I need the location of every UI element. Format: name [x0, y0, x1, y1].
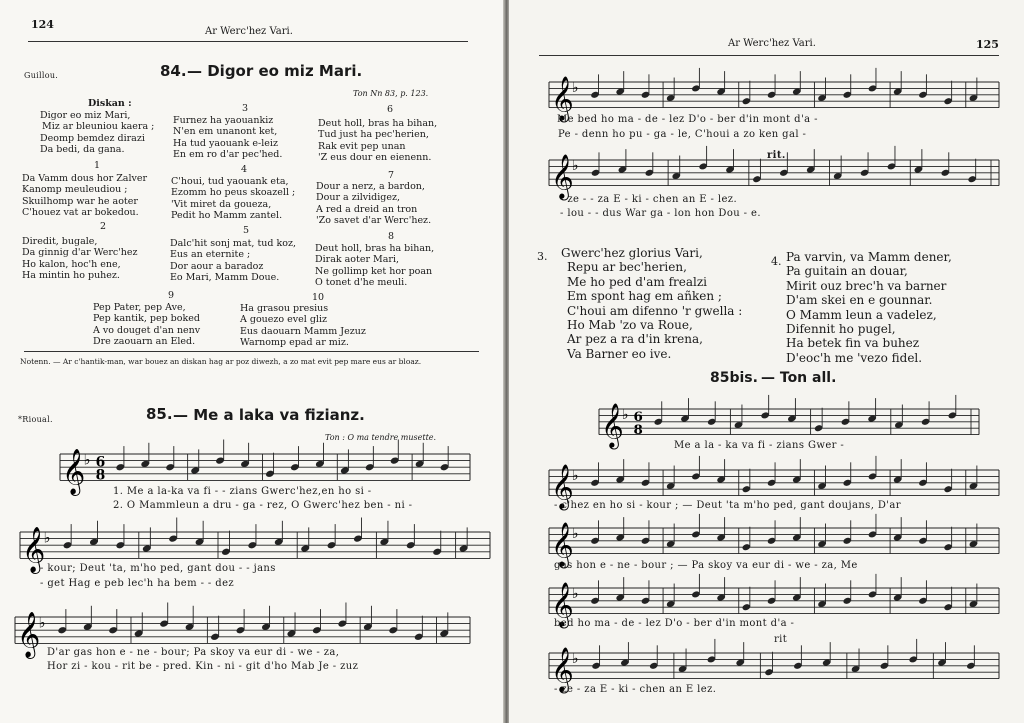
- lyric-line: Pe - denn ho pu - ga - le, C'houi a zo ken gal -: [558, 129, 807, 140]
- time-signature: 8: [633, 421, 643, 438]
- verse-number: 6: [387, 104, 394, 115]
- lyric-line: Hor zi - kou - rit be - pred. Kin - ni - git d'ho Mab Je - zuz: [47, 661, 359, 672]
- page-number: 125: [976, 38, 999, 51]
- lyric-line: - c'hez en ho si - kour ; — Deut 'ta m'ho ped, gant doujans, D'ar: [554, 500, 901, 511]
- flat-sign-icon: ♭: [572, 526, 579, 543]
- song-number-2: 85.: [146, 405, 173, 423]
- stanza-4: Pa varvin, va Mamm dener, Pa guitain an douar, Mirit ouz brec'h va barner D'am skei en e gounnar. O Mamm leun a vadelez, Difennit ho pugel, Ha betek fin va buhez D'eoc'h me 'vezo fidel.: [786, 250, 952, 365]
- lyric-line: - kour; Deut 'ta, m'ho ped, gant dou - - jans: [40, 563, 276, 574]
- right-page: [509, 0, 1024, 723]
- verse-8: Deut holl, bras ha bihan, Dirak aoter Mari, Ne gollimp ket hor poan O tonet d'he meuli.: [315, 243, 435, 288]
- verse-3: Furnez ha yaouankiz N'en em unanont ket, Ha tud yaouank e-leiz En em ro d'ar pec'hed.: [173, 115, 283, 160]
- lyric-line: gas hon e - ne - bour ; — Pa skoy va eur di - we - za, Me: [554, 560, 858, 571]
- diskan-label: Diskan :: [88, 98, 132, 109]
- lyric-line: - ze - - za E - ki - chen an E - lez.: [560, 194, 738, 205]
- flat-sign-icon: ♭: [83, 452, 91, 469]
- treble-clef-icon: 𝄞: [62, 448, 86, 495]
- verse-number: 3: [242, 103, 249, 114]
- verse-number: 5: [243, 225, 250, 236]
- treble-clef-icon: 𝄞: [551, 76, 574, 122]
- verse-9: Pep Pater, pep Ave, Pep kantik, pep boked A vo douget d'an nenv Dre zaouarn an Eled.: [93, 302, 201, 347]
- flat-sign-icon: ♭: [572, 468, 579, 485]
- treble-clef-icon: 𝄞: [551, 522, 574, 568]
- verse-2: Diredit, bugale, Da ginnig d'ar Werc'hez Ho kalon, hoc'h ene, Ha mintin ho puhez.: [22, 236, 138, 281]
- treble-clef-icon: 𝄞: [551, 464, 574, 510]
- flat-sign-icon: ♭: [572, 80, 579, 97]
- verse-6: Deut holl, bras ha bihan, Tud just ha pec'herien, Rak evit pep unan 'Z eus dour en eienenn.: [318, 118, 438, 163]
- treble-clef-icon: 𝄞: [551, 647, 574, 693]
- verse-4: C'houi, tud yaouank eta, Ezomm ho peus skoazell ; 'Vit miret da goueza, Pedit ho Mamm zantel.: [171, 176, 296, 221]
- diskan-refrain: Digor eo miz Mari, Miz ar bleuniou kaera ; Deomp bemdez dirazi Da bedi, da gana.: [40, 110, 155, 155]
- tune-reference-2: Ton : O ma tendre musette.: [325, 433, 437, 442]
- stanza-3: Gwerc'hez glorius Vari, Repu ar bec'herien, Me ho ped d'am frealzi Em spont hag em añken ; C'houi am difenno 'r gwella : Ho Mab 'zo va Roue, Ar pez a ra d'in krena, Va Barner eo ive.: [561, 246, 743, 361]
- lyric-line: 2. O Mammleun a dru - ga - rez, O Gwerc'hez ben - ni -: [113, 500, 413, 511]
- verse-number: 1: [94, 160, 101, 171]
- song-title-2: — Me a laka va fizianz.: [173, 406, 365, 424]
- tune-reference: Ton Nn 83, p. 123.: [353, 89, 429, 98]
- author-name: Guillou.: [24, 71, 59, 80]
- lyric-line: - ze - za E - ki - chen an E lez.: [554, 684, 717, 695]
- verse-10: Ha grasou presius A gouezo evel gliz Eus daouarn Mamm Jezuz Warnomp epad ar miz.: [240, 303, 366, 348]
- flat-sign-icon: ♭: [38, 615, 46, 632]
- lyric-line: - lou - - dus War ga - lon hon Dou - e.: [560, 208, 761, 219]
- lyric-line: 1. Me a la-ka va fi - - zians Gwerc'hez,en ho si -: [113, 486, 372, 497]
- flat-sign-icon: ♭: [572, 651, 579, 668]
- verse-7: Dour a nerz, a bardon, Dour a zilvidigez, A red a dreid an tron 'Zo savet d'ar Werc'hez.: [316, 181, 432, 226]
- treble-clef-icon: 𝄞: [551, 154, 574, 200]
- verse-number: 9: [168, 290, 175, 301]
- lyric-line: Me bed ho ma - de - lez D'o - ber d'in mont d'a -: [557, 114, 818, 125]
- verse-number: 2: [100, 221, 107, 232]
- lyric-line: rit.: [767, 150, 786, 161]
- lyric-line: D'ar gas hon e - ne - bour; Pa skoy va eur di - we - za,: [47, 647, 340, 658]
- song-title: — Ton all.: [761, 370, 837, 386]
- verse-number: 4: [241, 164, 248, 175]
- time-signature: 6: [633, 409, 643, 426]
- flat-sign-icon: ♭: [43, 530, 51, 547]
- time-signature: 8: [95, 467, 106, 484]
- flat-sign-icon: ♭: [622, 407, 629, 424]
- time-signature: 6: [95, 454, 106, 471]
- lyric-line: rit: [774, 634, 788, 645]
- lyric-line: Me a la - ka va fi - zians Gwer -: [674, 440, 845, 451]
- page-number: 124: [31, 18, 54, 31]
- song-number: 84.: [160, 62, 187, 80]
- verse-number: 8: [388, 231, 395, 242]
- music-score-left: [0, 0, 505, 723]
- stanza-number: 3.: [537, 250, 548, 263]
- flat-sign-icon: ♭: [572, 586, 579, 603]
- footnote: Notenn. — Ar c'hantik-man, war bouez an diskan hag ar poz diwezh, a zo mat evit pep mare eus ar bloaz.: [20, 357, 422, 366]
- treble-clef-icon: 𝄞: [22, 526, 46, 573]
- lyric-line: bed ho ma - de - lez D'o - ber d'in mont d'a -: [554, 618, 795, 629]
- flat-sign-icon: ♭: [572, 158, 579, 175]
- treble-clef-icon: 𝄞: [551, 582, 574, 628]
- verse-1: Da Vamm dous hor Zalver Kanomp meuleudiou ; Skuilhomp war he aoter C'houez vat ar bokedou.: [22, 173, 148, 218]
- verse-5: Dalc'hit sonj mat, tud koz, Eus an eternite ; Dor aour a baradoz Eo Mari, Mamm Doue.: [170, 238, 296, 283]
- song-number: 85bis.: [710, 370, 758, 386]
- verse-number: 7: [388, 170, 395, 181]
- left-page: [0, 0, 505, 723]
- verse-number: 10: [312, 292, 325, 303]
- running-head: Ar Werc'hez Vari.: [728, 38, 816, 49]
- lyric-line: - get Hag e peb lec'h ha bem - - dez: [40, 578, 235, 589]
- stanza-number: 4.: [771, 255, 782, 268]
- treble-clef-icon: 𝄞: [17, 611, 41, 658]
- song-title: — Digor eo miz Mari.: [187, 62, 363, 80]
- running-head: Ar Werc'hez Vari.: [205, 26, 293, 37]
- treble-clef-icon: 𝄞: [601, 403, 624, 449]
- author-name-2: *Rioual.: [18, 415, 53, 424]
